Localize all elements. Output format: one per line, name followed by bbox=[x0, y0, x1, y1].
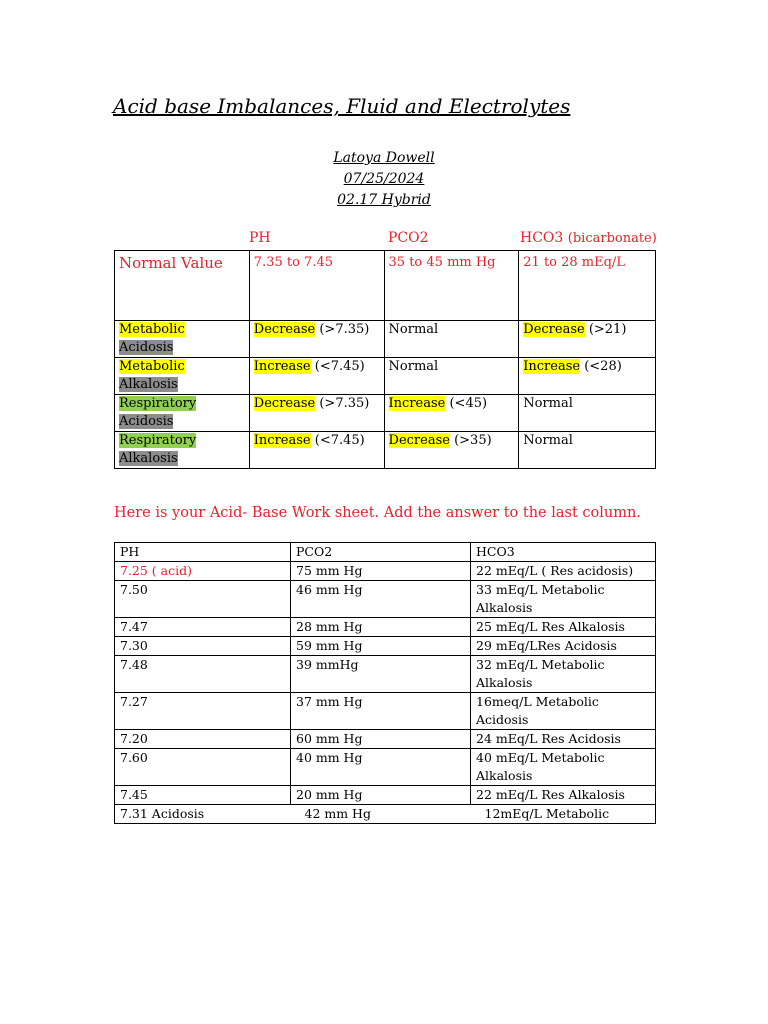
imbalance-row bbox=[115, 321, 656, 358]
worksheet-cell-pco2: 60 mm Hg bbox=[291, 730, 471, 749]
hco3-header-note: (bicarbonate) bbox=[567, 231, 657, 246]
imbalance-pco2 bbox=[384, 358, 519, 395]
worksheet-cell-hco3: 32 mEq/L Metabolic Alkalosis bbox=[471, 656, 656, 693]
worksheet-instruction: Here is your Acid- Base Work sheet. Add the answer to the last column. bbox=[114, 505, 641, 521]
imbalance-pco2 bbox=[384, 321, 519, 358]
worksheet-cell-ph: 7.45 bbox=[115, 786, 291, 805]
imbalance-pco2 bbox=[384, 395, 519, 432]
worksheet-cell-ph: 7.31 Acidosis bbox=[115, 805, 291, 824]
change-detail: Normal bbox=[388, 359, 439, 374]
imbalance-row bbox=[115, 358, 656, 395]
pco2-header: PCO2 bbox=[388, 230, 429, 246]
imbalance-hco3 bbox=[519, 358, 656, 395]
worksheet-row bbox=[115, 656, 656, 693]
imbalance-name-line2: Alkalosis bbox=[119, 377, 178, 392]
imbalance-ph bbox=[249, 432, 384, 469]
imbalance-row bbox=[115, 395, 656, 432]
worksheet-cell-pco2: 40 mm Hg bbox=[291, 749, 471, 786]
imbalance-name bbox=[115, 358, 250, 395]
change-word: Decrease bbox=[523, 322, 585, 337]
normal-value-label: Normal Value bbox=[115, 251, 250, 321]
hco3-header-label: HCO3 bbox=[520, 230, 564, 246]
worksheet-row bbox=[115, 637, 656, 656]
worksheet-cell-hco3: 24 mEq/L Res Acidosis bbox=[471, 730, 656, 749]
change-word: Increase bbox=[523, 359, 581, 374]
worksheet-header-pco2: PCO2 bbox=[291, 543, 471, 562]
worksheet-cell-pco2: 28 mm Hg bbox=[291, 618, 471, 637]
worksheet-cell-ph: 7.30 bbox=[115, 637, 291, 656]
imbalance-hco3 bbox=[519, 321, 656, 358]
imbalance-ph bbox=[249, 321, 384, 358]
change-detail: (<28) bbox=[580, 359, 622, 374]
worksheet-row bbox=[115, 730, 656, 749]
change-detail: (>7.35) bbox=[315, 322, 370, 337]
change-word: Decrease bbox=[253, 322, 316, 337]
author-name: Latoya Dowell bbox=[333, 150, 435, 166]
worksheet-header-ph: PH bbox=[115, 543, 291, 562]
worksheet-cell-hco3: 12mEq/L Metabolic bbox=[471, 805, 656, 824]
worksheet-cell-hco3: 33 mEq/L Metabolic Alkalosis bbox=[471, 581, 656, 618]
normal-ph: 7.35 to 7.45 bbox=[249, 251, 384, 321]
imbalance-hco3 bbox=[519, 432, 656, 469]
hco3-header bbox=[520, 230, 657, 246]
change-word: Increase bbox=[253, 359, 311, 374]
imbalance-name-line1: Metabolic bbox=[119, 359, 185, 374]
worksheet-cell-pco2: 39 mmHg bbox=[291, 656, 471, 693]
worksheet-cell-ph: 7.27 bbox=[115, 693, 291, 730]
imbalance-name-line2: Acidosis bbox=[119, 414, 174, 429]
document-date: 07/25/2024 bbox=[343, 171, 425, 187]
imbalance-name bbox=[115, 395, 250, 432]
worksheet-row bbox=[115, 618, 656, 637]
worksheet-cell-pco2: 37 mm Hg bbox=[291, 693, 471, 730]
worksheet-cell-hco3: 40 mEq/L Metabolic Alkalosis bbox=[471, 749, 656, 786]
page-title: Acid base Imbalances, Fluid and Electrolytes bbox=[113, 94, 571, 118]
worksheet-cell-hco3: 22 mEq/L ( Res acidosis) bbox=[471, 562, 656, 581]
change-detail: Normal bbox=[388, 322, 439, 337]
change-word: Increase bbox=[253, 433, 311, 448]
normal-pco2: 35 to 45 mm Hg bbox=[384, 251, 519, 321]
imbalance-ph bbox=[249, 395, 384, 432]
change-detail: (>7.35) bbox=[315, 396, 370, 411]
normal-value-row bbox=[115, 251, 656, 321]
worksheet-cell-ph: 7.50 bbox=[115, 581, 291, 618]
worksheet-cell-pco2: 46 mm Hg bbox=[291, 581, 471, 618]
change-detail: Normal bbox=[523, 396, 573, 411]
worksheet-header-row bbox=[115, 543, 656, 562]
imbalance-pco2 bbox=[384, 432, 519, 469]
imbalance-ph bbox=[249, 358, 384, 395]
worksheet-row bbox=[115, 693, 656, 730]
worksheet-cell-ph: 7.60 bbox=[115, 749, 291, 786]
change-word: Decrease bbox=[388, 433, 450, 448]
worksheet-row bbox=[115, 786, 656, 805]
worksheet-cell-pco2: 59 mm Hg bbox=[291, 637, 471, 656]
change-word: Decrease bbox=[253, 396, 316, 411]
worksheet-cell-ph: 7.48 bbox=[115, 656, 291, 693]
worksheet-table bbox=[114, 542, 656, 824]
change-word: Increase bbox=[388, 396, 446, 411]
worksheet-cell-hco3: 16meq/L Metabolic Acidosis bbox=[471, 693, 656, 730]
worksheet-cell-pco2: 20 mm Hg bbox=[291, 786, 471, 805]
change-detail: (<45) bbox=[445, 396, 488, 411]
worksheet-cell-ph: 7.20 bbox=[115, 730, 291, 749]
change-detail: (<7.45) bbox=[310, 359, 365, 374]
change-detail: (<7.45) bbox=[310, 433, 365, 448]
worksheet-cell-hco3: 22 mEq/L Res Alkalosis bbox=[471, 786, 656, 805]
course-label: 02.17 Hybrid bbox=[337, 192, 431, 208]
imbalance-name bbox=[115, 432, 250, 469]
worksheet-cell-ph: 7.25 ( acid) bbox=[115, 562, 291, 581]
change-detail: (>35) bbox=[449, 433, 492, 448]
worksheet-row bbox=[115, 581, 656, 618]
imbalance-name-line1: Respiratory bbox=[119, 396, 197, 411]
worksheet-row bbox=[115, 562, 656, 581]
worksheet-cell-hco3: 25 mEq/L Res Alkalosis bbox=[471, 618, 656, 637]
imbalance-name-line2: Alkalosis bbox=[119, 451, 178, 466]
imbalance-name bbox=[115, 321, 250, 358]
worksheet-cell-hco3: 29 mEq/LRes Acidosis bbox=[471, 637, 656, 656]
imbalance-name-line1: Respiratory bbox=[119, 433, 197, 448]
worksheet-header-hco3: HCO3 bbox=[471, 543, 656, 562]
imbalance-row bbox=[115, 432, 656, 469]
worksheet-row bbox=[115, 749, 656, 786]
imbalance-name-line2: Acidosis bbox=[119, 340, 174, 355]
imbalance-name-line1: Metabolic bbox=[119, 322, 185, 337]
worksheet-cell-pco2: 42 mm Hg bbox=[291, 805, 471, 824]
worksheet-cell-ph: 7.47 bbox=[115, 618, 291, 637]
imbalance-hco3 bbox=[519, 395, 656, 432]
normal-hco3: 21 to 28 mEq/L bbox=[519, 251, 656, 321]
worksheet-row bbox=[115, 805, 656, 824]
ph-header: PH bbox=[249, 230, 271, 246]
change-detail: (>21) bbox=[584, 322, 627, 337]
worksheet-cell-pco2: 75 mm Hg bbox=[291, 562, 471, 581]
reference-table bbox=[114, 250, 656, 469]
change-detail: Normal bbox=[523, 433, 573, 448]
